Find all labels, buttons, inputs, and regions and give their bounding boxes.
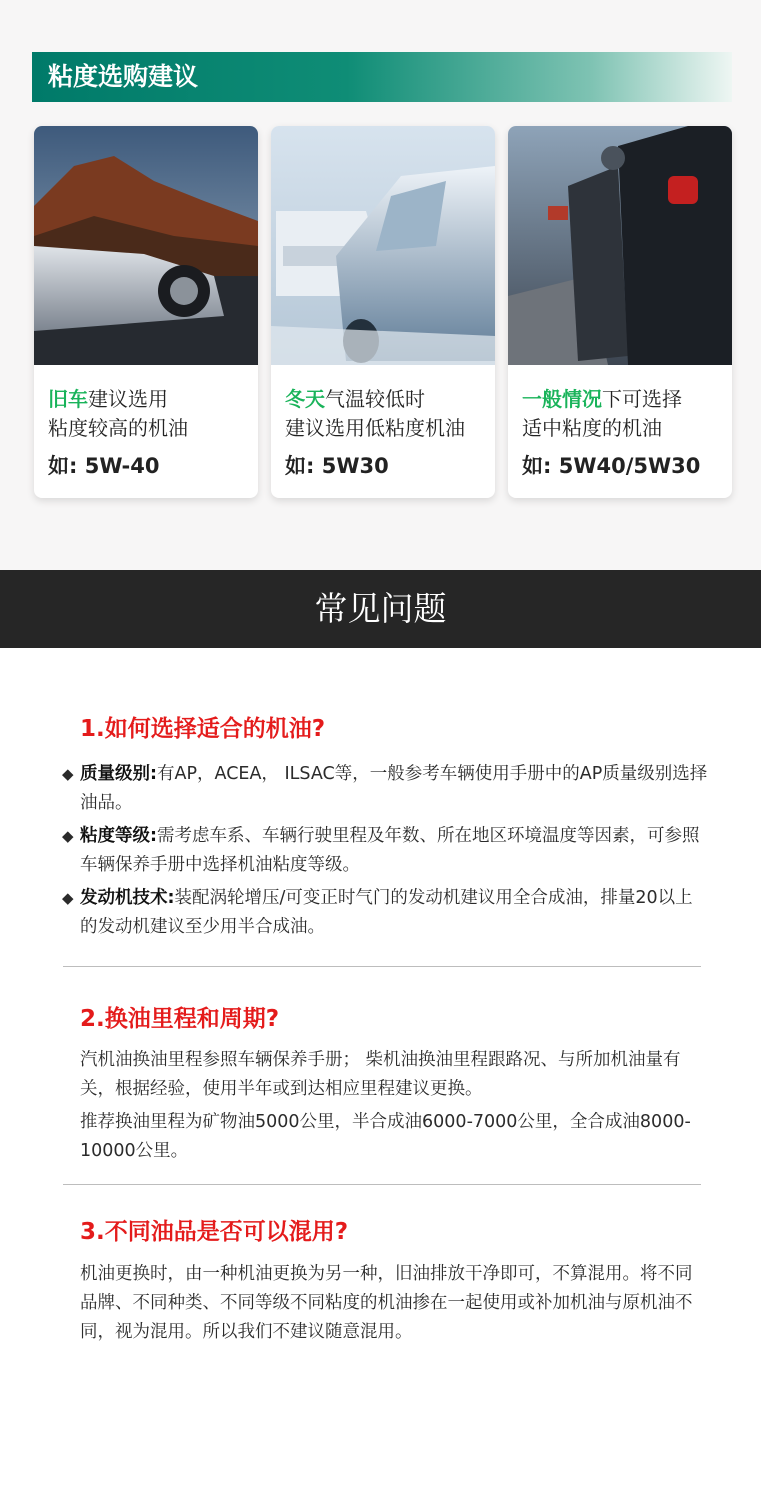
card-line2: 粘度较高的机油 (48, 416, 188, 440)
example-label: 如: (48, 454, 78, 478)
card-line1: 气温较低时 (325, 387, 425, 411)
q1-bullet-viscosity (62, 822, 712, 880)
bullet-text: 装配涡轮增压/可变正时气门的发动机建议用全合成油，排量20以上的发动机建议至少用半合成油。 (80, 888, 693, 937)
old-car-photo (34, 126, 258, 365)
card-old-car (34, 126, 258, 498)
diamond-bullet-icon: ◆ (62, 827, 74, 845)
example-label: 如: (522, 454, 552, 478)
card-text (271, 365, 495, 481)
example-value: 5W-40 (84, 454, 160, 478)
example-value: 5W30 (321, 454, 389, 478)
card-line1: 建议选用 (88, 387, 168, 411)
bullet-text: 需考虑车系、车辆行驶里程及年数、所在地区环境温度等因素，可参照车辆保养手册中选择机油粘度等级。 (80, 826, 700, 875)
card-line2: 建议选用低粘度机油 (285, 416, 465, 440)
card-highlight: 旧车 (48, 387, 88, 411)
q3-paragraph: 机油更换时，由一种机油更换为另一种，旧油排放干净即可，不算混用。将不同品牌、不同种类、不同等级不同粘度的机油掺在一起使用或补加机油与原机油不同，视为混用。所以我们不建议随意混用。 (80, 1264, 693, 1342)
q2-paragraph-1: 汽机油换油里程参照车辆保养手册； 柴机油换油里程跟路况、与所加机油量有关，根据经验，使用半年或到达相应里程建议更换。 (80, 1050, 681, 1099)
section-banner: 粘度选购建议 (32, 52, 732, 102)
q1-bullet-quality (62, 760, 712, 818)
example-label: 如: (285, 454, 315, 478)
bullet-text: 有AP，ACEA， ILSAC等，一般参考车辆使用手册中的AP质量级别选择油品。 (80, 764, 708, 813)
viscosity-section (0, 0, 761, 570)
card-winter (271, 126, 495, 498)
divider (63, 966, 701, 967)
question-1-title: 1.如何选择适合的机油? (80, 716, 326, 742)
winter-car-photo (271, 126, 495, 365)
q2-paragraph-2: 推荐换油里程为矿物油5000公里，半合成油6000-7000公里，全合成油8000-10000公里。 (80, 1112, 691, 1161)
card-line2: 适中粘度的机油 (522, 416, 662, 440)
card-text (508, 365, 732, 481)
question-2-title: 2.换油里程和周期? (80, 1006, 280, 1032)
bullet-label: 发动机技术: (80, 888, 175, 908)
card-text (34, 365, 258, 481)
card-line1: 下可选择 (602, 387, 682, 411)
faq-header: 常见问题 (0, 570, 761, 648)
bullet-label: 粘度等级: (80, 826, 157, 846)
diamond-bullet-icon: ◆ (62, 889, 74, 907)
card-highlight: 冬天 (285, 387, 325, 411)
q1-bullet-engine (62, 884, 712, 942)
card-highlight: 一般情况 (522, 387, 602, 411)
divider (63, 1184, 701, 1185)
card-normal (508, 126, 732, 498)
traffic-photo (508, 126, 732, 365)
example-value: 5W40/5W30 (558, 454, 701, 478)
bullet-label: 质量级别: (80, 764, 157, 784)
viscosity-cards (34, 126, 734, 498)
diamond-bullet-icon: ◆ (62, 765, 74, 783)
question-3-title: 3.不同油品是否可以混用? (80, 1219, 349, 1245)
